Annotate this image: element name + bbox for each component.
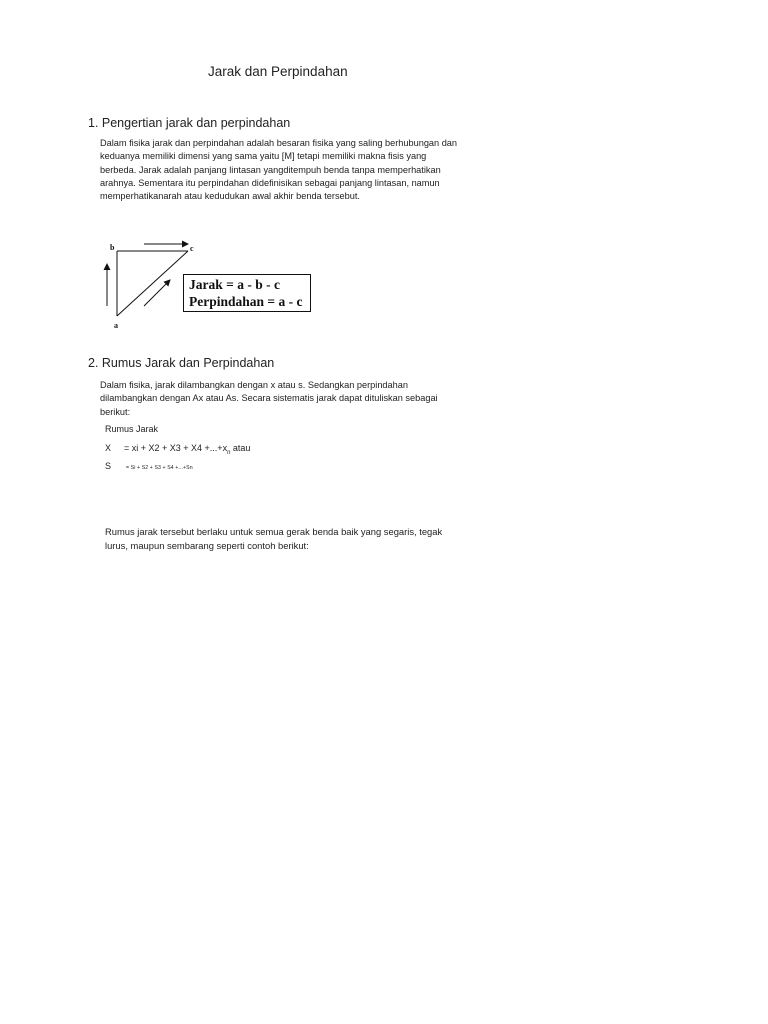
point-b-label: b: [110, 243, 115, 252]
formula-perpindahan: Perpindahan = a - c: [189, 294, 303, 309]
paragraph-line: dilambangkan dengan Ax atau As. Secara sistematis jarak dapat dituliskan sebagai: [100, 393, 438, 404]
formula-x-subscript: n: [227, 449, 231, 456]
paragraph-line: lurus, maupun sembarang seperti contoh berikut:: [105, 540, 309, 551]
section-2-heading: 2. Rumus Jarak dan Perpindahan: [88, 356, 275, 370]
distance-displacement-figure: [100, 236, 320, 336]
formula-s-symbol: S: [105, 461, 112, 471]
paragraph-line: keduanya memiliki dimensi yang sama yaitu [M] tetapi memiliki makna fisis yang: [100, 151, 427, 162]
paragraph-line: berikut:: [100, 406, 131, 417]
formula-x-expression: [124, 443, 250, 456]
paragraph-line: arahnya. Sementara itu perpindahan didefinisikan sebagai panjang lintasan, namun: [100, 177, 440, 188]
paragraph-line: memperhatikanarah atau kedudukan awal akhir benda tersebut.: [100, 191, 360, 202]
paragraph-line: Dalam fisika jarak dan perpindahan adalah besaran fisika yang saling berhubungan dan: [100, 138, 458, 148]
formula-box: [183, 274, 311, 312]
section-2-paragraph: [100, 379, 438, 419]
formula-jarak: Jarak = a - b - c: [189, 277, 280, 292]
paragraph-line: berbeda. Jarak adalah panjang lintasan yangditempuh benda tanpa memperhatikan: [100, 164, 441, 175]
section-1-paragraph: [100, 137, 457, 203]
point-c-label: c: [190, 244, 194, 253]
formula-x-symbol: X: [105, 443, 112, 453]
rumus-jarak-label: Rumus Jarak: [105, 424, 159, 434]
paragraph-line: Dalam fisika, jarak dilambangkan dengan x atau s. Sedangkan perpindahan: [100, 380, 408, 390]
point-a-label: a: [114, 321, 118, 330]
page-title: Jarak dan Perpindahan: [208, 64, 348, 79]
path-ac-line: [117, 251, 188, 316]
arrow-diagonal-icon: [144, 280, 170, 306]
formula-s-expression: = Si + S2 + S3 + S4 +...+Sn: [126, 465, 193, 471]
section-1-heading: 1. Pengertian jarak dan perpindahan: [88, 116, 291, 130]
formula-x-body: = xi + X2 + X3 + X4 +...+x: [124, 443, 228, 453]
closing-paragraph: [105, 525, 442, 553]
formula-x-suffix: atau: [230, 443, 251, 453]
paragraph-line: Rumus jarak tersebut berlaku untuk semua gerak benda baik yang segaris, tegak: [105, 526, 443, 537]
